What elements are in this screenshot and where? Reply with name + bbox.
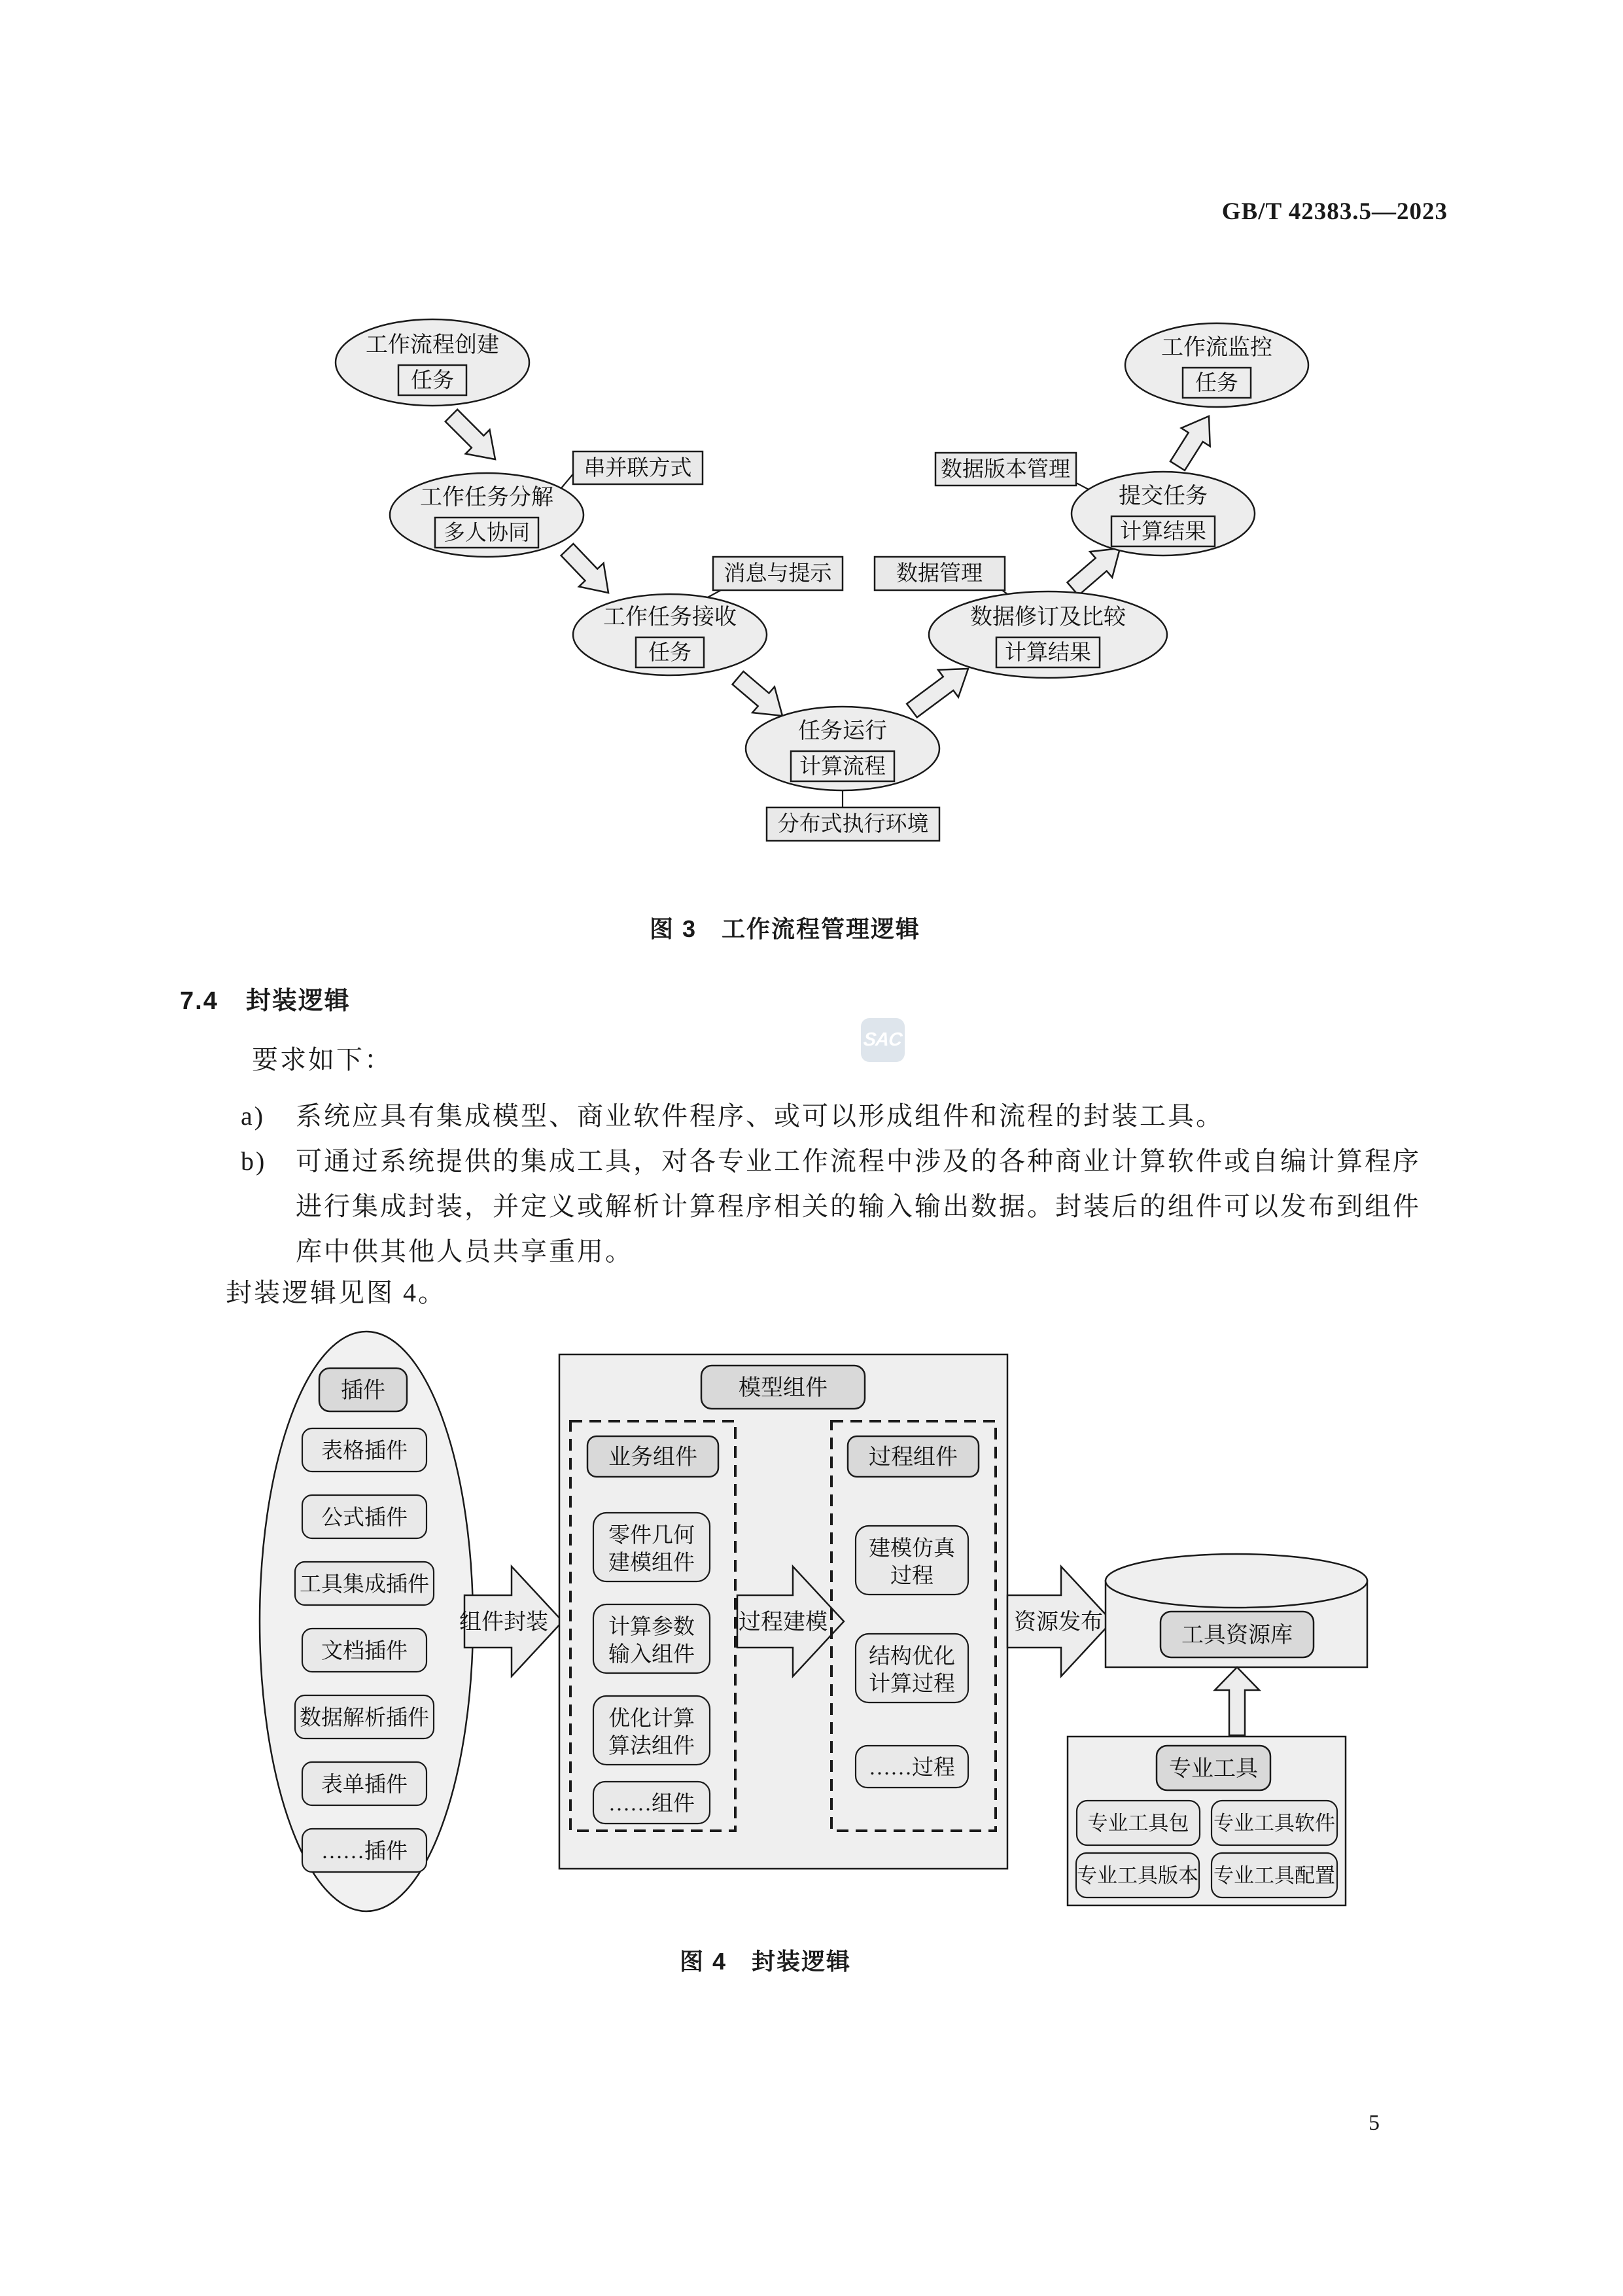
node-title: 工作任务分解 bbox=[420, 486, 553, 510]
side-box-label: 分布式执行环境 bbox=[777, 813, 929, 836]
arrow-label: 组件封装 bbox=[459, 1610, 548, 1634]
node-title: 数据修订及比较 bbox=[970, 605, 1126, 629]
process-item-label: 结构优化 bbox=[869, 1645, 955, 1669]
list-item-b-label: b) bbox=[241, 1146, 267, 1176]
business-item-label: ……组件 bbox=[608, 1792, 695, 1816]
tools-item-label: 专业工具配置 bbox=[1213, 1864, 1335, 1887]
repository-label: 工具资源库 bbox=[1181, 1623, 1293, 1648]
plugin-item-label: 公式插件 bbox=[321, 1506, 408, 1530]
node-title: 工作流程创建 bbox=[366, 333, 499, 357]
figure4-reference: 封装逻辑见图 4。 bbox=[226, 1278, 446, 1307]
sac-watermark-logo bbox=[861, 1018, 905, 1062]
professional-tools-group bbox=[1068, 1737, 1346, 1905]
business-item-label: 计算参数 bbox=[608, 1616, 695, 1639]
node-tag: 计算流程 bbox=[799, 755, 886, 779]
list-item-a-text: 系统应具有集成模型、商业软件程序、或可以形成组件和流程的封装工具。 bbox=[296, 1101, 1224, 1131]
plugin-item-label: 表格插件 bbox=[321, 1439, 408, 1463]
tools-item-label: 专业工具版本 bbox=[1077, 1864, 1198, 1887]
node-tag: 任务 bbox=[648, 641, 691, 665]
business-item-label: 零件几何 bbox=[608, 1524, 695, 1547]
business-item-label: 算法组件 bbox=[608, 1735, 695, 1758]
box-data-version-management bbox=[935, 453, 1076, 486]
box-distributed-environment bbox=[767, 807, 939, 841]
arrow-run-to-revise bbox=[907, 669, 968, 717]
arrow-tools-to-repository bbox=[1215, 1667, 1259, 1735]
node-workflow-monitor bbox=[1125, 323, 1308, 407]
plugin-item-label: ……插件 bbox=[321, 1840, 408, 1863]
standard-code: GB/T 42383.5—2023 bbox=[1221, 198, 1448, 225]
box-message-prompt bbox=[713, 557, 843, 590]
list-item-b-line2: 进行集成封装，并定义或解析计算程序相关的输入输出数据。封装后的组件可以发布到组件 bbox=[296, 1192, 1421, 1221]
node-title: 提交任务 bbox=[1119, 484, 1208, 508]
node-tag: 计算结果 bbox=[1005, 641, 1091, 665]
body-intro: 要求如下： bbox=[252, 1045, 393, 1074]
arrow-label: 资源发布 bbox=[1014, 1610, 1103, 1634]
plugin-ellipse bbox=[260, 1332, 473, 1911]
arrow-receive-to-run bbox=[733, 671, 782, 716]
plugin-item-label: 数据解析插件 bbox=[300, 1706, 429, 1730]
business-item-label: 建模组件 bbox=[608, 1551, 695, 1575]
plugin-group bbox=[260, 1332, 473, 1911]
figure4-encapsulation-diagram bbox=[249, 1322, 1426, 1924]
business-header-label: 业务组件 bbox=[608, 1445, 697, 1470]
section-title: 封装逻辑 bbox=[245, 987, 351, 1015]
list-item-b-line3: 库中供其他人员共享重用。 bbox=[296, 1237, 633, 1266]
business-item-label: 优化计算 bbox=[608, 1707, 695, 1731]
process-item-label: 建模仿真 bbox=[869, 1537, 955, 1561]
plugin-item-label: 文档插件 bbox=[321, 1640, 408, 1663]
arrow-resource-publish bbox=[1007, 1566, 1112, 1676]
model-component-container bbox=[559, 1354, 1007, 1869]
box-data-management bbox=[875, 557, 1005, 590]
tools-item-label: 专业工具软件 bbox=[1213, 1812, 1335, 1835]
node-title: 工作任务接收 bbox=[603, 605, 737, 629]
cylinder-top bbox=[1106, 1554, 1367, 1608]
figure4-caption: 图 4 封装逻辑 bbox=[679, 1948, 852, 1975]
node-workflow-create bbox=[336, 319, 529, 406]
plugin-header-label: 插件 bbox=[341, 1379, 385, 1403]
model-header-label: 模型组件 bbox=[739, 1376, 828, 1400]
process-item-label: ……过程 bbox=[869, 1756, 955, 1780]
tools-item-label: 专业工具包 bbox=[1087, 1812, 1189, 1835]
arrow-create-to-decompose bbox=[445, 410, 495, 459]
box-serial-parallel bbox=[573, 451, 703, 484]
list-item-b-line1: 可通过系统提供的集成工具，对各专业工作流程中涉及的各种商业计算软件或自编计算程序 bbox=[296, 1146, 1421, 1176]
section-heading bbox=[180, 980, 351, 1016]
process-item-label: 计算过程 bbox=[869, 1672, 955, 1696]
tools-header-label: 专业工具 bbox=[1169, 1757, 1258, 1781]
process-item-label: 过程 bbox=[890, 1564, 934, 1588]
process-header-label: 过程组件 bbox=[869, 1445, 958, 1470]
arrow-decompose-to-receive bbox=[561, 544, 608, 593]
arrow-revise-to-submit bbox=[1068, 548, 1121, 595]
node-task-receive bbox=[573, 594, 767, 675]
arrow-component-encapsulation bbox=[459, 1566, 563, 1676]
node-task-decompose bbox=[390, 473, 584, 557]
arrow-submit-to-monitor bbox=[1170, 416, 1210, 470]
figure3-workflow-diagram bbox=[281, 301, 1361, 857]
node-title: 工作流监控 bbox=[1161, 336, 1272, 360]
node-data-revise bbox=[929, 592, 1167, 678]
sac-watermark-text: SAC bbox=[862, 1029, 903, 1050]
plugin-item-label: 表单插件 bbox=[321, 1773, 408, 1797]
side-box-label: 串并联方式 bbox=[584, 457, 692, 480]
node-tag: 任务 bbox=[411, 369, 454, 393]
node-task-submit bbox=[1072, 472, 1255, 556]
node-tag: 多人协同 bbox=[444, 521, 530, 545]
figure3-caption: 图 3 工作流程管理逻辑 bbox=[649, 915, 921, 942]
node-tag: 计算结果 bbox=[1120, 520, 1206, 544]
node-title: 任务运行 bbox=[798, 719, 887, 743]
list-item-a-label: a) bbox=[241, 1101, 266, 1131]
plugin-item-label: 工具集成插件 bbox=[300, 1573, 429, 1597]
side-box-label: 数据管理 bbox=[896, 562, 983, 586]
node-tag: 任务 bbox=[1195, 372, 1238, 395]
side-box-label: 消息与提示 bbox=[724, 562, 832, 586]
arrow-label: 过程建模 bbox=[739, 1610, 828, 1634]
side-box-label: 数据版本管理 bbox=[941, 458, 1070, 482]
business-item-label: 输入组件 bbox=[608, 1643, 695, 1667]
page-number: 5 bbox=[1369, 2111, 1380, 2135]
node-task-run bbox=[746, 707, 939, 790]
tool-repository-cylinder bbox=[1106, 1554, 1367, 1667]
section-number: 7.4 bbox=[180, 987, 218, 1015]
